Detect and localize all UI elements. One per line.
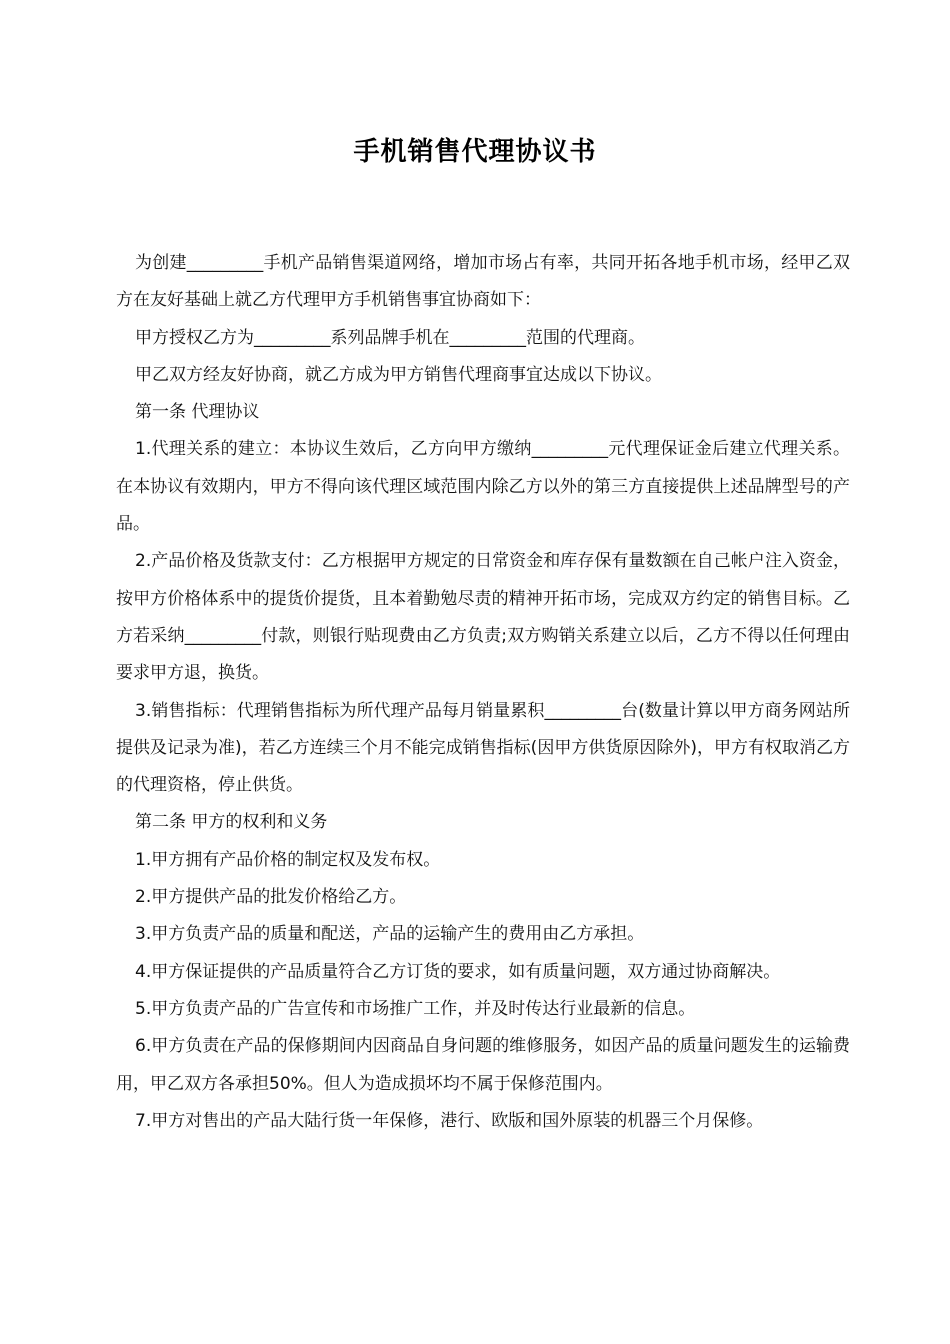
clause-1-3: 3.销售指标：代理销售指标为所代理产品每月销量累积_________台(数量计算以甲方商务网站所提供及记录为准)，若乙方连续三个月不能完成销售指标(因甲方供货原因除外)，甲方有权取消乙方的代理资格，停止供货。 bbox=[116, 700, 850, 796]
clause-2-2: 2.甲方提供产品的批发价格给乙方。 bbox=[135, 887, 407, 908]
document-title: 手机销售代理协议书 bbox=[353, 137, 597, 167]
clause-1-2: 2.产品价格及货款支付：乙方根据甲方规定的日常资金和库存保有量数额在自己帐户注入资金，按甲方价格体系中的提货价提货，且本着勤勉尽责的精神开拓市场，完成双方约定的销售目标。乙方若采纳_________付款，则银行贴现费由乙方负责;双方购销关系建立以后，乙方不得以任何理由要求甲方退，换货。 bbox=[116, 551, 850, 684]
section-heading-2: 第二条 甲方的权利和义务 bbox=[135, 812, 328, 833]
clause-2-4: 4.甲方保证提供的产品质量符合乙方订货的要求，如有质量问题，双方通过协商解决。 bbox=[135, 961, 781, 982]
clause-2-6: 6.甲方负责在产品的保修期间内因商品自身问题的维修服务，如因产品的质量问题发生的运输费用，甲乙双方各承担50%。但人为造成损坏均不属于保修范围内。 bbox=[116, 1036, 850, 1094]
clause-1-1: 1.代理关系的建立：本协议生效后，乙方向甲方缴纳_________元代理保证金后建立代理关系。在本协议有效期内，甲方不得向该代理区域范围内除乙方以外的第三方直接提供上述品牌型号的产品。 bbox=[116, 439, 850, 535]
paragraph-agreement: 甲乙双方经友好协商，就乙方成为甲方销售代理商事宜达成以下协议。 bbox=[135, 364, 662, 385]
clause-2-5: 5.甲方负责产品的广告宣传和市场推广工作，并及时传达行业最新的信息。 bbox=[135, 998, 696, 1019]
paragraph-intro: 为创建_________手机产品销售渠道网络，增加市场占有率，共同开拓各地手机市场，经甲乙双方在友好基础上就乙方代理甲方手机销售事宜协商如下： bbox=[116, 253, 850, 311]
section-heading-1: 第一条 代理协议 bbox=[135, 402, 260, 423]
clause-2-7: 7.甲方对售出的产品大陆行货一年保修，港行、欧版和国外原装的机器三个月保修。 bbox=[135, 1110, 764, 1131]
document-body bbox=[116, 245, 850, 1140]
clause-2-1: 1.甲方拥有产品价格的制定权及发布权。 bbox=[135, 849, 441, 870]
paragraph-authorization: 甲方授权乙方为_________系列品牌手机在_________范围的代理商。 bbox=[135, 327, 645, 348]
clause-2-3: 3.甲方负责产品的质量和配送，产品的运输产生的费用由乙方承担。 bbox=[135, 924, 645, 945]
